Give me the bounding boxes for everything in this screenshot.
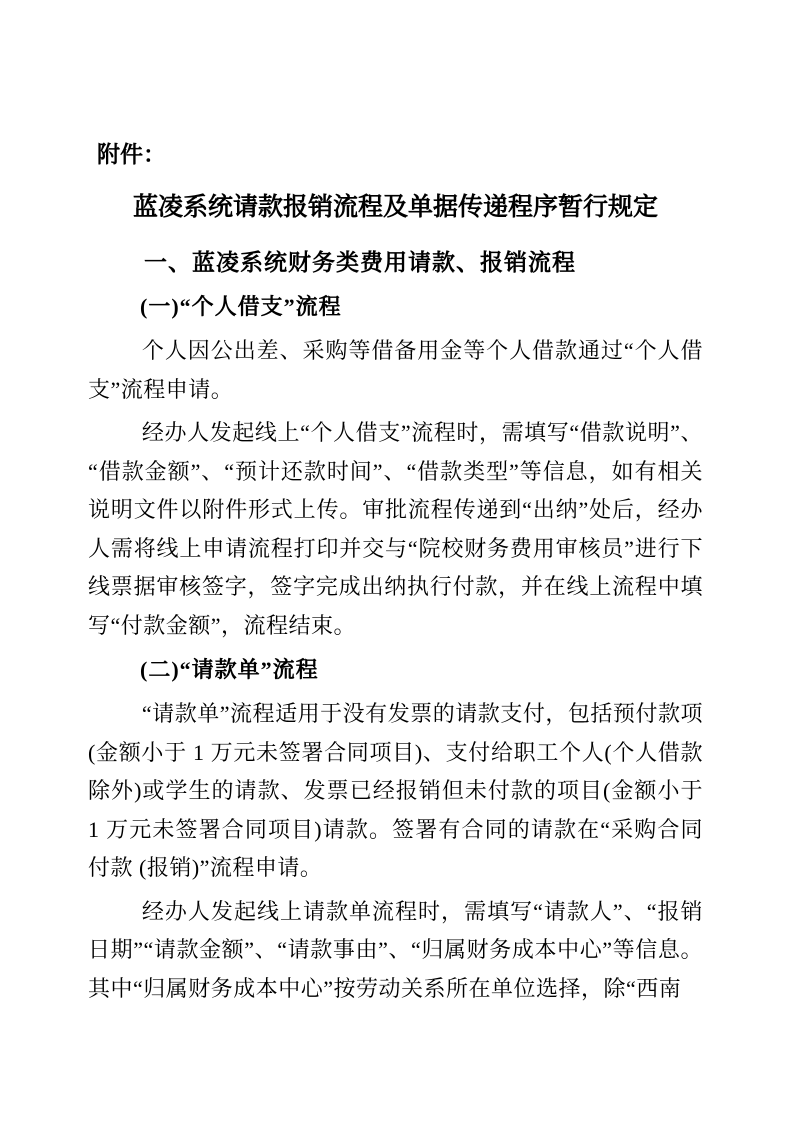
subsection-1-paragraph-2: 经办人发起线上“个人借支”流程时，需填写“借款说明”、“借款金额”、“预计还款时间”、“借款类型”等信息，如有相关说明文件以附件形式上传。审批流程传递到“出纳”处后，经办人需将线上申请流程打印并交与“院校财务费用审核员”进行下线票据审核签字，签字完成出纳执行付款，并在线上流程中填写“付款金额”，流程结束。	[88, 420, 703, 638]
attachment-label: 附件：	[97, 141, 166, 167]
subsection-1-paragraph-1: 个人因公出差、采购等借备用金等个人借款通过“个人借支”流程申请。	[88, 338, 703, 402]
subsection-2-paragraph-1: “请款单”流程适用于没有发票的请款支付，包括预付款项(金额小于 1 万元未签署合同项目)、支付给职工个人(个人借款除外)或学生的请款、发票已经报销但未付款的项目(金额小于 1 万元未签署合同项目)请款。签署有合同的请款在“采购合同付款 (报销)”流程申请。	[88, 701, 703, 880]
document-title: 蓝凌系统请款报销流程及单据传递程序暂行规定	[132, 193, 658, 221]
section-1-heading: 一、蓝凌系统财务类费用请款、报销流程	[144, 249, 576, 275]
subsection-2-paragraph-2: 经办人发起线上请款单流程时，需填写“请款人”、“报销日期”“请款金额”、“请款事由”、“归属财务成本中心”等信息。其中“归属财务成本中心”按劳动关系所在单位选择，除“西南	[88, 898, 703, 1001]
subsection-1-heading: (一)“个人借支”流程	[140, 294, 342, 319]
subsection-2-heading: (二)“请款单”流程	[140, 657, 319, 682]
